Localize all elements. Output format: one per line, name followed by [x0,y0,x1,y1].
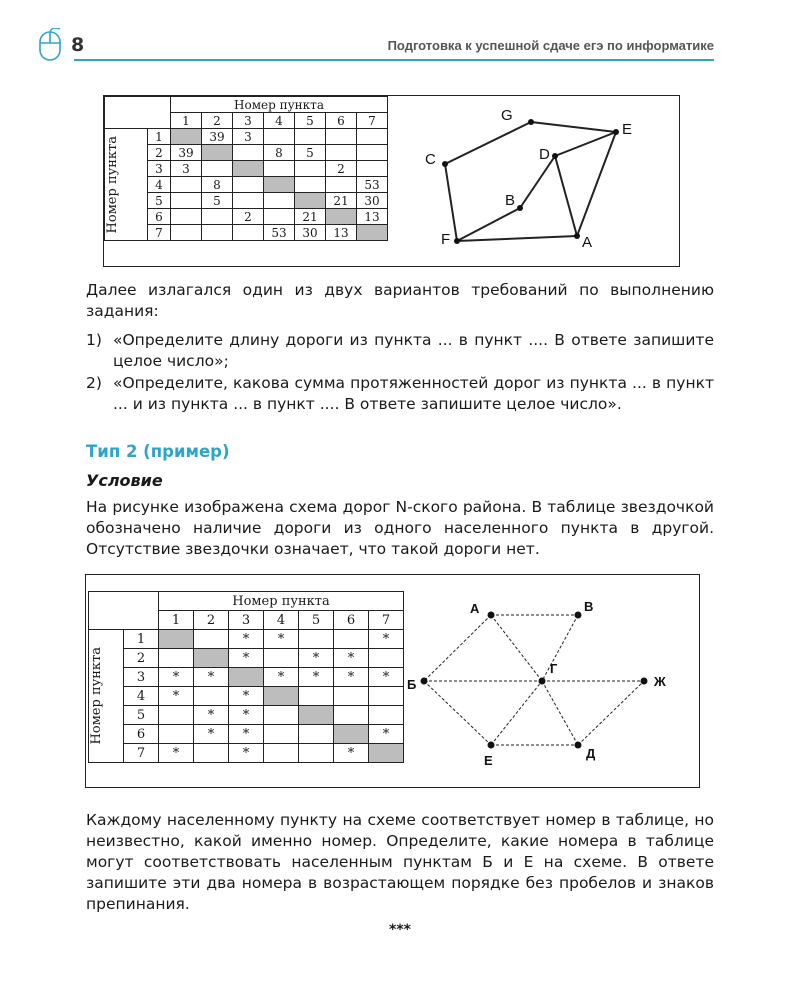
table-cell [194,630,229,649]
table-row [105,161,388,177]
label-e: E [622,121,633,138]
table-cell: 5 [295,145,326,161]
figure-1 [103,95,680,267]
option-number: 1) [86,331,102,349]
table-cell [369,687,404,706]
table-cell: * [229,687,264,706]
table-cell [171,209,202,225]
table-cell [264,177,295,193]
node-b [517,205,523,211]
table-row [89,630,404,649]
adjacency-table [88,591,404,763]
table-cell [264,649,299,668]
table-cell [299,744,334,763]
table-cell: 30 [357,193,388,209]
table-cell [233,161,264,177]
table-cell: 13 [326,225,357,241]
table-cell [264,725,299,744]
table-cell [299,706,334,725]
table-row [105,145,388,161]
table-cell: * [299,668,334,687]
table-cell: 3 [233,129,264,145]
table-cell [159,630,194,649]
table-cell [171,177,202,193]
table-cell: * [264,630,299,649]
node-e [613,129,619,135]
table-cell [299,630,334,649]
option-number: 2) [86,374,102,392]
table-cell [357,225,388,241]
table-cell: 39 [202,129,233,145]
row-number: 4 [124,687,159,706]
column-number: 1 [171,113,202,129]
table-cell [295,193,326,209]
node-v [575,612,582,619]
node-a [488,612,495,619]
table-cell: 8 [264,145,295,161]
table-row [105,193,388,209]
label-g: Г [550,661,558,676]
table-cell [295,129,326,145]
page-header [0,28,800,68]
label-d: D [539,146,550,163]
column-number: 4 [264,113,295,129]
option-2 [86,373,714,415]
label-g: G [501,107,513,124]
column-number: 3 [233,113,264,129]
table-cell [334,687,369,706]
table-cell: * [229,630,264,649]
column-number: 6 [334,611,369,630]
label-d: Д [586,746,596,761]
table-cell [159,649,194,668]
intro-paragraph: Далее излагался один из двух вариантов требований по выполнению задания: [86,281,714,320]
table-cell: 53 [264,225,295,241]
column-number: 4 [264,611,299,630]
column-number: 1 [159,611,194,630]
node-c [442,161,448,167]
graph-1-edges [445,122,616,241]
table-cell [233,145,264,161]
table-cell: 2 [233,209,264,225]
column-number: 2 [202,113,233,129]
node-e [488,742,495,749]
table-cell [326,177,357,193]
table-cell: * [159,687,194,706]
node-d [575,742,582,749]
table-cell: * [369,725,404,744]
table-cell: * [369,668,404,687]
row-header-label: Номер пункта [89,647,104,745]
table-cell [334,706,369,725]
header-row [105,97,388,113]
row-number: 7 [148,225,171,241]
label-a: A [582,234,593,251]
table-cell: * [334,649,369,668]
figure-2 [85,574,700,788]
label-b: B [505,192,516,209]
road-graph-2 [404,575,684,787]
table-cell [369,744,404,763]
graph-2-nodes [421,612,648,749]
column-header: Номер пункта [171,97,388,113]
table-cell: * [159,744,194,763]
row-number: 4 [148,177,171,193]
table-cell [194,744,229,763]
row-header-label: Номер пункта [105,135,120,234]
table-row [105,209,388,225]
table-cell [295,161,326,177]
table-cell [233,193,264,209]
table-cell [233,177,264,193]
table-cell [202,225,233,241]
condition-label: Условие [86,471,163,490]
table-row [89,687,404,706]
table-row [105,129,388,145]
column-number: 5 [299,611,334,630]
label-c: C [425,151,436,168]
row-number: 1 [148,129,171,145]
label-zh: Ж [654,674,666,689]
table-cell: * [194,706,229,725]
table-cell: * [334,668,369,687]
table-cell [171,129,202,145]
graph-2-edges [424,615,644,745]
node-f [454,238,460,244]
label-a: А [470,601,480,616]
table-cell [202,145,233,161]
table-cell [264,209,295,225]
table-cell: 8 [202,177,233,193]
table-cell [299,725,334,744]
book-title: Подготовка к успешной сдаче егэ по информатике [387,38,714,53]
table-cell: 13 [357,209,388,225]
table-cell: * [229,706,264,725]
page-number: 8 [71,34,85,56]
table-cell [264,687,299,706]
table-cell: * [159,668,194,687]
column-number: 5 [295,113,326,129]
table-cell: * [264,668,299,687]
table-cell [194,687,229,706]
table-cell: 21 [295,209,326,225]
row-number: 3 [148,161,171,177]
condition-paragraph: На рисунке изображена схема дорог N-ского района. В таблице звездочкой обозначено наличие дороги из одного населенного пункта в другой. Отсутствие звездочки означает, что такой дороги нет. [86,498,714,558]
corner-cell [89,592,159,630]
row-header [105,129,148,241]
section-separator: *** [389,922,411,938]
column-number: 7 [369,611,404,630]
table-cell [202,161,233,177]
table-row [89,725,404,744]
table-cell [369,706,404,725]
table-cell: 3 [171,161,202,177]
node-zh [641,678,648,685]
table-cell [264,161,295,177]
table-cell [334,725,369,744]
mouse-icon [38,28,64,62]
table-cell: 2 [326,161,357,177]
distance-table [104,96,388,241]
header-rule [74,59,714,61]
node-d [552,153,558,159]
corner-cell [105,97,171,129]
table-cell: * [229,649,264,668]
label-v: В [584,599,594,614]
option-text: «Определите длину дороги из пункта ... в пункт .... В ответе запишите целое число»; [113,331,714,370]
node-b [421,678,428,685]
table-cell: * [229,725,264,744]
table-cell [159,706,194,725]
option-1 [86,330,714,372]
row-number: 5 [148,193,171,209]
type-heading: Тип 2 (пример) [86,442,230,461]
table-cell: * [229,744,264,763]
table-cell [295,177,326,193]
table-cell [369,649,404,668]
row-number: 6 [124,725,159,744]
table-cell [159,725,194,744]
label-b: Б [407,677,417,692]
column-number: 3 [229,611,264,630]
table-cell [357,129,388,145]
option-text: «Определите, какова сумма протяженностей дорог из пункта ... в пункт ... и из пункта ... в пункт .... В ответе запишите целое число». [113,374,714,413]
table-cell [264,744,299,763]
table-cell [233,225,264,241]
table-row [105,225,388,241]
table-row [89,649,404,668]
row-number: 2 [124,649,159,668]
table-cell: 5 [202,193,233,209]
table-cell [334,630,369,649]
header-row [89,592,404,611]
table-cell: * [194,668,229,687]
node-g [539,678,546,685]
graph-1-nodes [442,119,619,244]
row-number: 7 [124,744,159,763]
row-number: 3 [124,668,159,687]
table-cell [171,225,202,241]
table-cell [357,161,388,177]
row-number: 2 [148,145,171,161]
table-cell: * [299,649,334,668]
row-number: 1 [124,630,159,649]
table-cell: 30 [295,225,326,241]
table-cell: * [194,725,229,744]
table-cell [299,687,334,706]
row-number: 6 [148,209,171,225]
table-cell [202,209,233,225]
table-row [89,706,404,725]
table-cell [229,668,264,687]
table-cell [264,193,295,209]
column-number: 6 [326,113,357,129]
task-paragraph: Каждому населенному пункту на схеме соответствует номер в таблице, но неизвестно, какой именно номер. Определите, какие номера в таблице могут соответствовать населенным пунктам Б и Е на схеме. В ответе запишите эти два номера в возрастающем порядке без пробелов и знаков препинания. [86,811,714,913]
road-graph-1 [384,96,684,266]
column-number: 7 [357,113,388,129]
table-row [89,744,404,763]
table-cell: * [369,630,404,649]
table-cell [357,145,388,161]
table-cell [326,209,357,225]
row-number: 5 [124,706,159,725]
table-cell [194,649,229,668]
table-cell [264,129,295,145]
table-cell: 39 [171,145,202,161]
table-cell [326,129,357,145]
table-row [105,177,388,193]
table-cell: * [334,744,369,763]
node-g [528,119,534,125]
label-f: F [441,231,451,248]
column-header: Номер пункта [159,592,404,611]
node-a [574,233,580,239]
row-header [89,630,124,763]
table-cell [171,193,202,209]
table-row [89,668,404,687]
table-cell [326,145,357,161]
column-number: 2 [194,611,229,630]
table-cell: 21 [326,193,357,209]
table-cell [264,706,299,725]
label-e: Е [484,753,493,768]
table-cell: 53 [357,177,388,193]
